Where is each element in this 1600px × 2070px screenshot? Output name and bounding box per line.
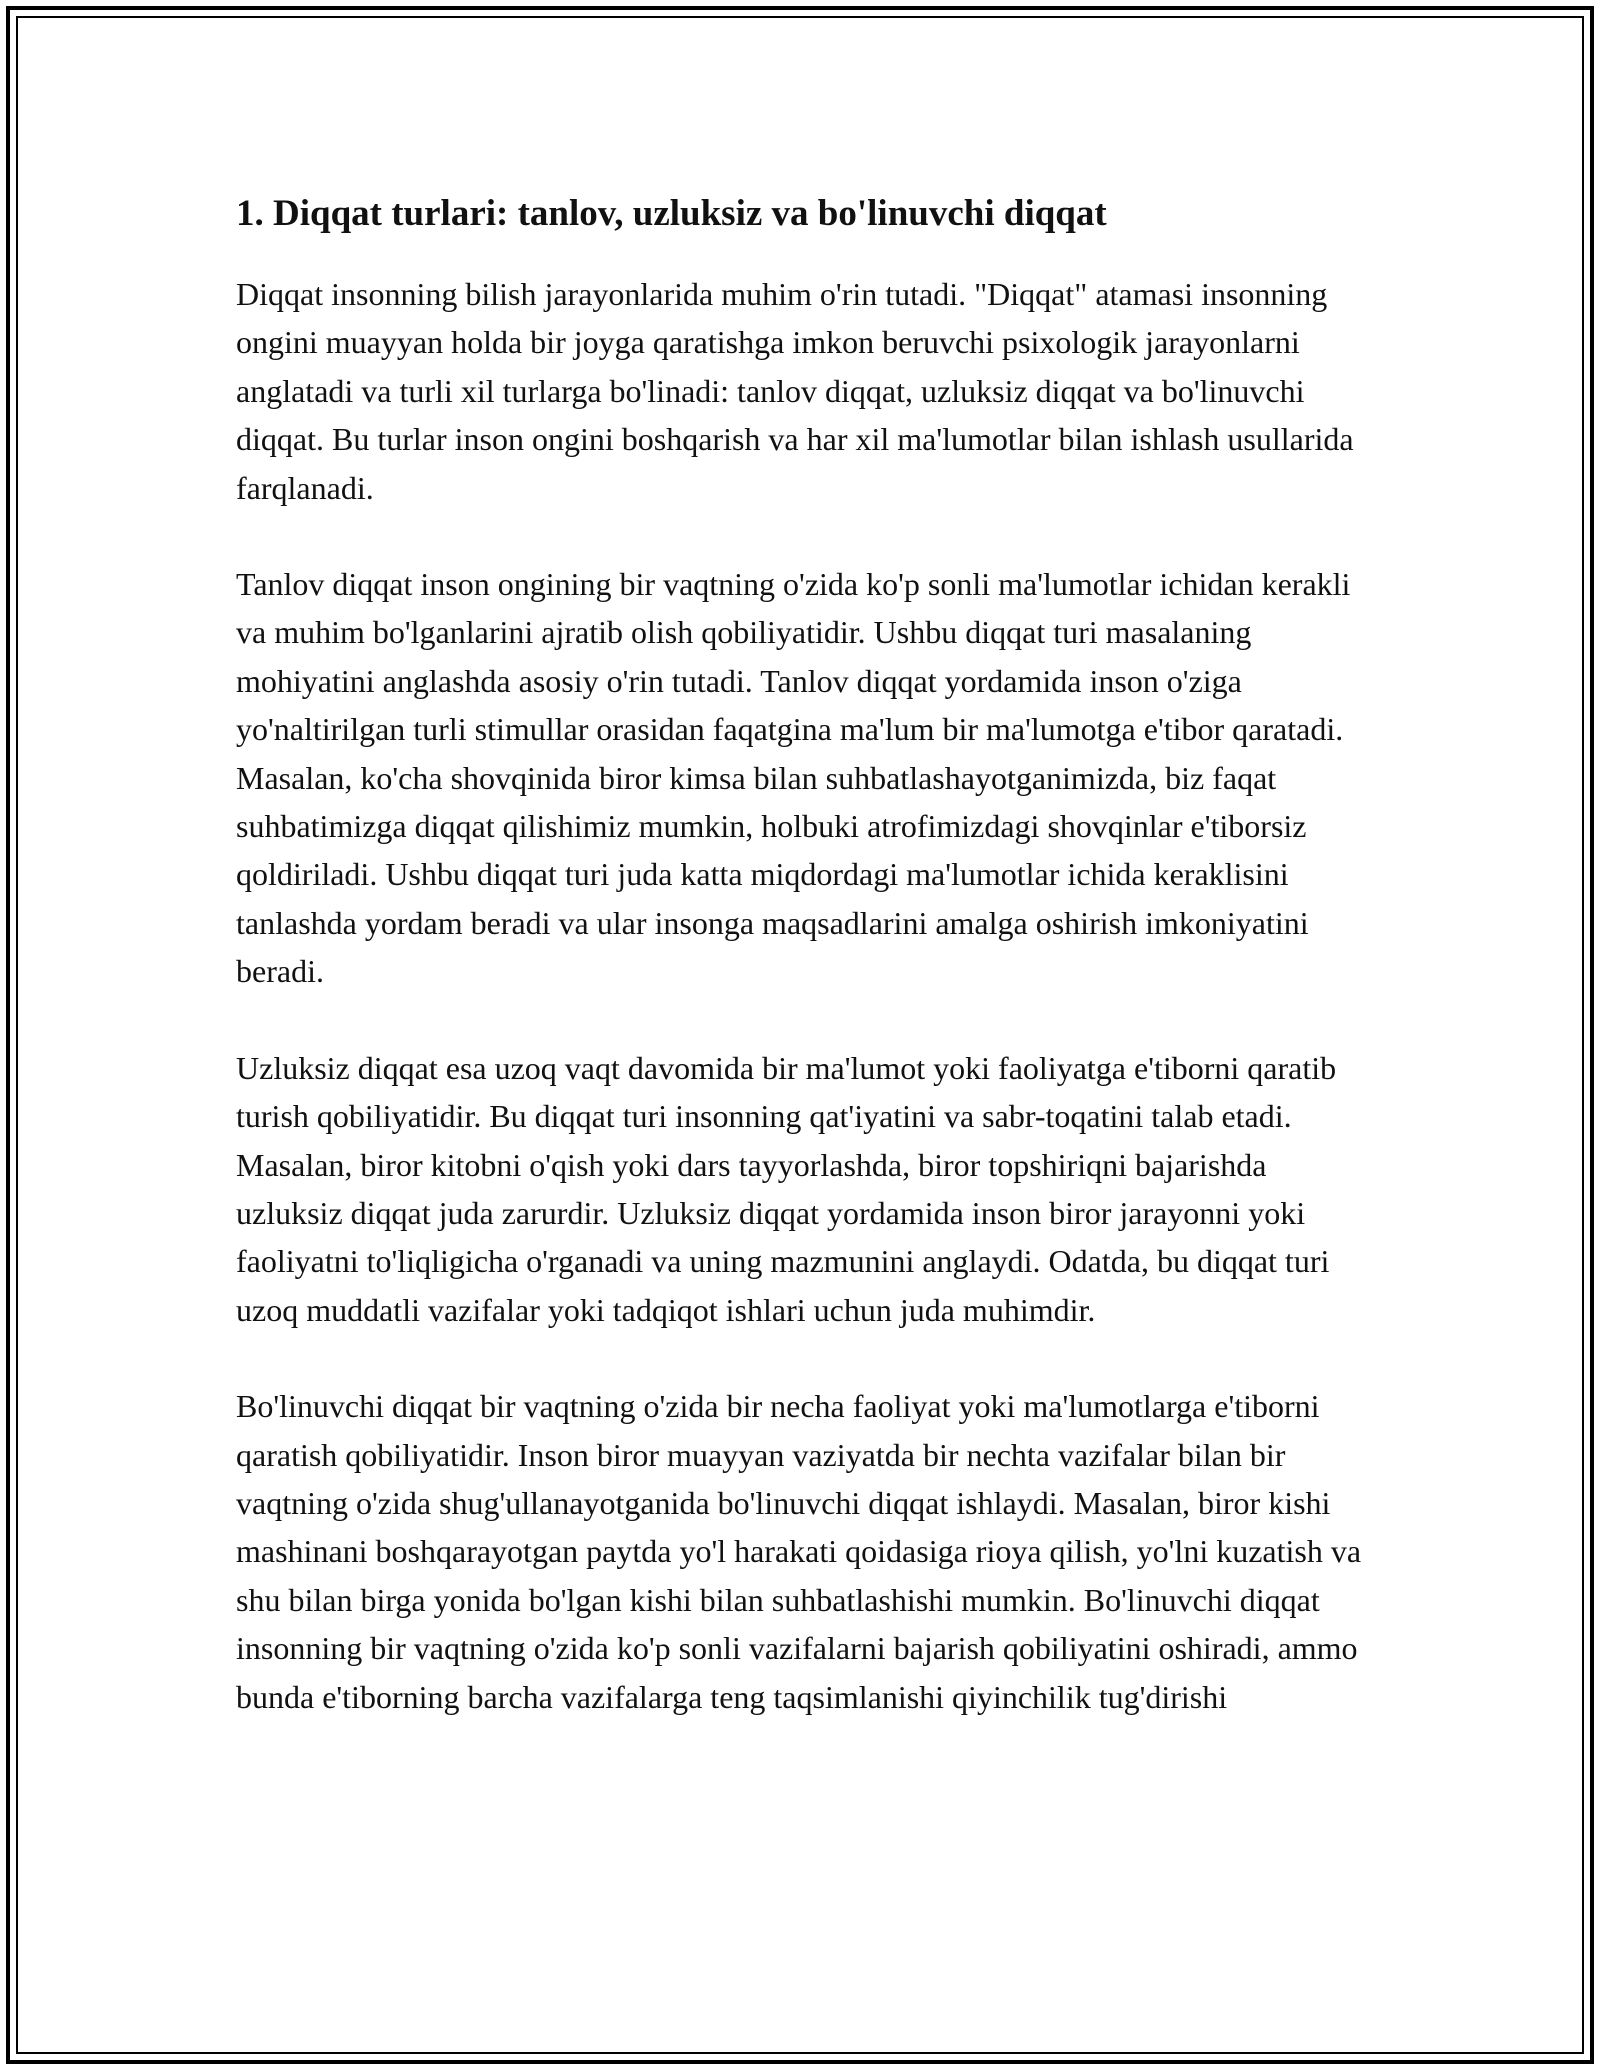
paragraph-intro: Diqqat insonning bilish jarayonlarida muhim o'rin tutadi. "Diqqat" atamasi insonning ongini muayyan holda bir joyga qaratishga imkon beruvchi psixologik jarayonlarni anglatadi va turli xil turlarga bo'linadi: tanlov diqqat, uzluksiz diqqat va bo'linuvchi diqqat. Bu turlar inson ongini boshqarish va har xil ma'lumotlar bilan ishlash usullarida farqlanadi. bbox=[236, 276, 1354, 506]
paragraph-sustained-attention: Uzluksiz diqqat esa uzoq vaqt davomida bir ma'lumot yoki faoliyatga e'tiborni qaratib turish qobiliyatidir. Bu diqqat turi insonning qat'iyatini va sabr-toqatini talab etadi. Masalan, biror kitobni o'qish yoki dars tayyorlashda, biror topshiriqni bajarishda uzluksiz diqqat juda zarurdir. Uzluksiz diqqat yordamida inson biror jarayonni yoki faoliyatni to'liqligicha o'rganadi va uning mazmunini anglaydi. Odatda, bu diqqat turi uzoq muddatli vazifalar yoki tadqiqot ishlari uchun juda muhimdir. bbox=[236, 1049, 1337, 1328]
paragraph-divided-attention: Bo'linuvchi diqqat bir vaqtning o'zida bir necha faoliyat yoki ma'lumotlarga e'tiborni qaratish qobiliyatidir. Inson biror muayyan vaziyatda bir nechta vazifalar bilan bir vaqtning o'zida shug'ullanayotganida bo'linuvchi diqqat ishlaydi. Masalan, biror kishi mashinani boshqarayotgan paytda yo'l harakati qoidasiga rioya qilish, yo'lni kuzatish va shu bilan birga yonida bo'lgan kishi bilan suhbatlashishi mumkin. Bo'linuvchi diqqat insonning bir vaqtning o'zida ko'p sonli vazifalarni bajarish qobiliyatini oshiradi, ammo bunda e'tiborning barcha vazifalarga teng taqsimlanishi qiyinchilik tug'dirishi bbox=[236, 1388, 1362, 1715]
document-body bbox=[236, 186, 1366, 1769]
paragraph-selective-attention: Tanlov diqqat inson ongining bir vaqtning o'zida ko'p sonli ma'lumotlar ichidan kerakli va muhim bo'lganlarini ajratib olish qobiliyatidir. Ushbu diqqat turi masalaning mohiyatini anglashda asosiy o'rin tutadi. Tanlov diqqat yordamida inson o'ziga yo'naltirilgan turli stimullar orasidan faqatgina ma'lum bir ma'lumotga e'tibor qaratadi. Masalan, ko'cha shovqinida biror kimsa bilan suhbatlashayotganimizda, biz faqat suhbatimizga diqqat qilishimiz mumkin, holbuki atrofimizdagi shovqinlar e'tiborsiz qoldiriladi. Ushbu diqqat turi juda katta miqdordagi ma'lumotlar ichida keraklisini tanlashda yordam beradi va ular insonga maqsadlarini amalga oshirish imkoniyatini beradi. bbox=[236, 566, 1351, 990]
document-title: 1. Diqqat turlari: tanlov, uzluksiz va bo'linuvchi diqqat bbox=[236, 193, 1107, 234]
